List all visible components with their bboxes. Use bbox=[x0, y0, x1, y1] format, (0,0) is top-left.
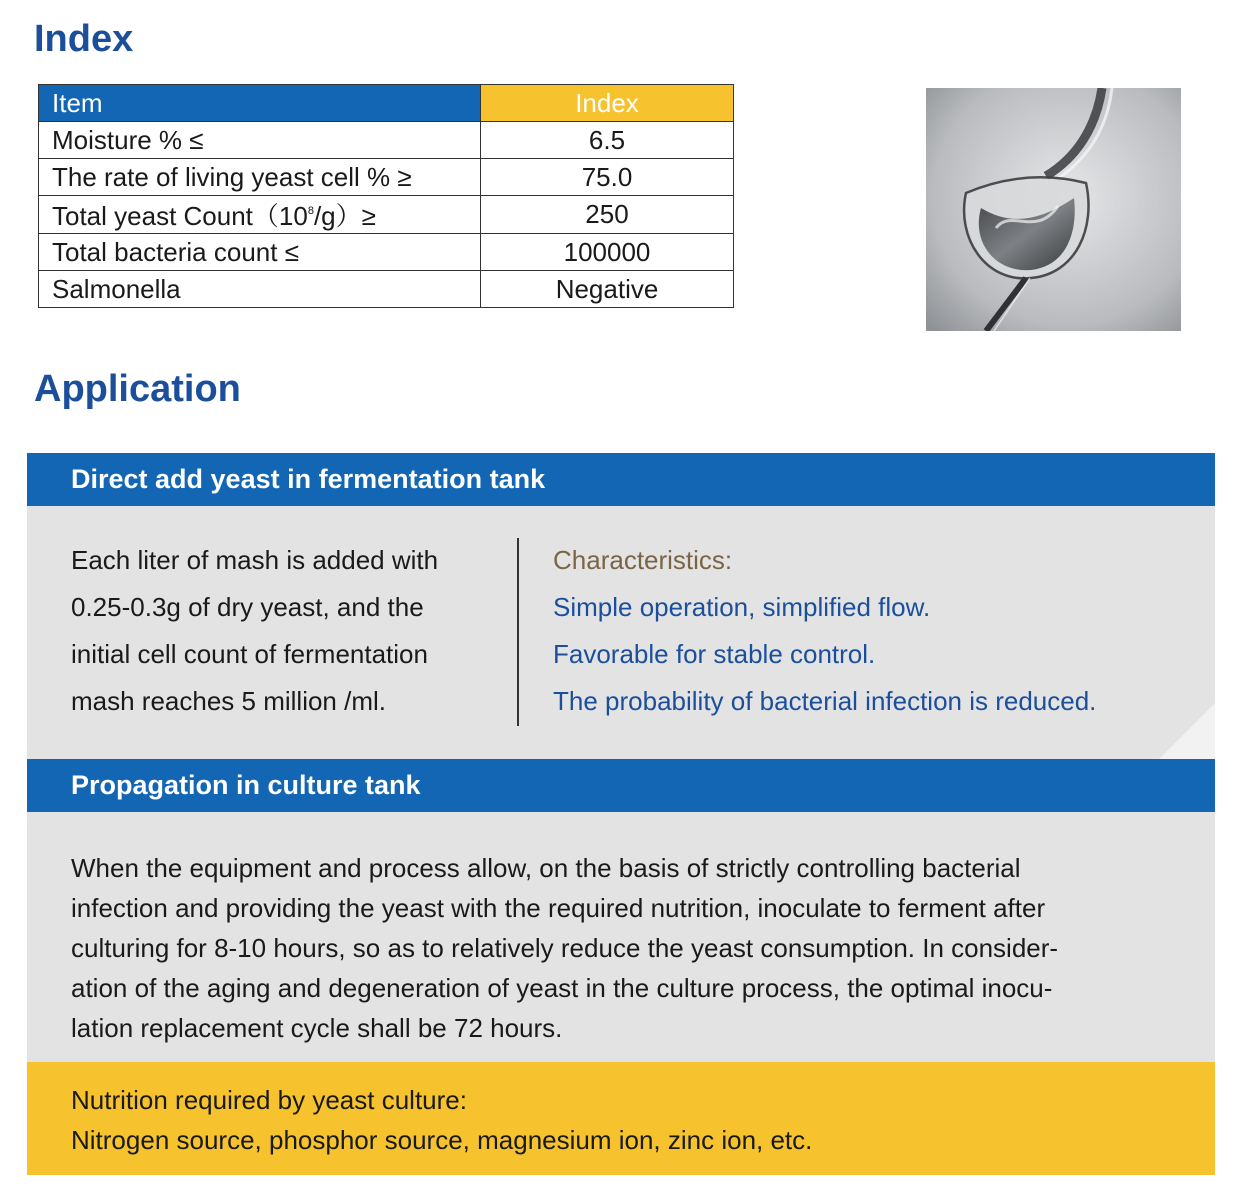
row-item-suffix: /g）≥ bbox=[313, 201, 376, 231]
dosage-line: 0.25-0.3g of dry yeast, and the bbox=[71, 592, 424, 622]
corner-fold bbox=[1159, 703, 1215, 759]
characteristic-item: The probability of bacterial infection is reduced. bbox=[553, 686, 1097, 716]
table-row bbox=[39, 234, 734, 271]
paragraph-line: When the equipment and process allow, on the basis of strictly controlling bacterial bbox=[71, 853, 1021, 883]
direct-add-panel bbox=[27, 506, 1215, 759]
paragraph-line: culturing for 8-10 hours, so as to relatively reduce the yeast consumption. In consider- bbox=[71, 933, 1059, 963]
header-item: Item bbox=[39, 85, 481, 122]
application-title: Application bbox=[34, 368, 241, 410]
table-row bbox=[39, 271, 734, 308]
table-row bbox=[39, 122, 734, 159]
dosage-line: initial cell count of fermentation bbox=[71, 639, 428, 669]
index-table bbox=[38, 84, 734, 308]
row-item: Total bacteria count ≤ bbox=[39, 234, 481, 271]
paragraph-line: ation of the aging and degeneration of yeast in the culture process, the optimal inocu- bbox=[71, 973, 1053, 1003]
dosage-line: mash reaches 5 million /ml. bbox=[71, 686, 386, 716]
nutrition-text: Nitrogen source, phosphor source, magnesium ion, zinc ion, etc. bbox=[71, 1125, 813, 1155]
row-value: Negative bbox=[481, 271, 734, 308]
nutrition-title: Nutrition required by yeast culture: bbox=[71, 1085, 467, 1115]
column-divider bbox=[517, 538, 519, 726]
section-heading-direct: Direct add yeast in fermentation tank bbox=[27, 453, 1215, 506]
wine-glass-icon bbox=[926, 88, 1181, 331]
row-value: 250 bbox=[481, 196, 734, 234]
row-value: 6.5 bbox=[481, 122, 734, 159]
nutrition-note bbox=[27, 1062, 1215, 1175]
row-item: Moisture % ≤ bbox=[39, 122, 481, 159]
row-item: The rate of living yeast cell % ≥ bbox=[39, 159, 481, 196]
row-item: Salmonella bbox=[39, 271, 481, 308]
row-value: 100000 bbox=[481, 234, 734, 271]
row-item-prefix: Total yeast Count（10 bbox=[52, 201, 308, 231]
wine-glass-photo bbox=[926, 88, 1181, 331]
header-index: Index bbox=[481, 85, 734, 122]
table-header-row bbox=[39, 85, 734, 122]
paragraph-line: infection and providing the yeast with the required nutrition, inoculate to ferment after bbox=[71, 893, 1046, 923]
row-value: 75.0 bbox=[481, 159, 734, 196]
dosage-description bbox=[71, 537, 438, 725]
characteristic-item: Favorable for stable control. bbox=[553, 639, 876, 669]
row-item bbox=[39, 196, 481, 234]
section-heading-propagation: Propagation in culture tank bbox=[27, 759, 1215, 812]
paragraph-line: lation replacement cycle shall be 72 hours. bbox=[71, 1013, 563, 1043]
table-row bbox=[39, 159, 734, 196]
dosage-line: Each liter of mash is added with bbox=[71, 545, 439, 575]
row-item-superscript: 8 bbox=[307, 205, 314, 217]
characteristics bbox=[553, 537, 1096, 725]
propagation-description bbox=[71, 848, 1181, 1048]
characteristic-item: Simple operation, simplified flow. bbox=[553, 592, 931, 622]
index-title: Index bbox=[34, 18, 134, 60]
characteristics-title: Characteristics: bbox=[553, 545, 733, 575]
table-row bbox=[39, 196, 734, 234]
propagation-panel bbox=[27, 812, 1215, 1062]
